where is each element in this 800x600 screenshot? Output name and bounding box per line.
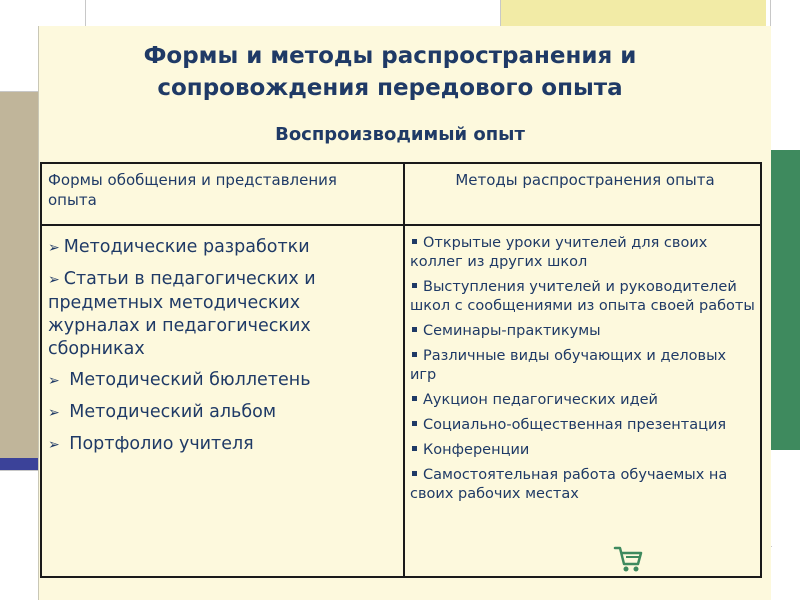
list-item [410, 466, 756, 504]
table-header-left: Формы обобщения и представления опыта [48, 171, 337, 209]
square-bullet-icon [412, 283, 417, 288]
list-item [48, 236, 393, 260]
frame-left-col-top [0, 26, 38, 92]
square-bullet-icon [412, 239, 417, 244]
list-item-label: Самостоятельная работа обучаемых на своих рабочих местах [410, 467, 728, 502]
list-item [48, 433, 393, 457]
table-header-right: Методы распространения опыта [455, 171, 715, 189]
square-bullet-icon [412, 471, 417, 476]
frame-tan-block [0, 92, 38, 458]
list-item-label: Социально-общественная презентация [423, 417, 727, 433]
slide-title: Формы и методы распространения и сопровождения передового опыта [143, 43, 637, 101]
list-item [410, 391, 756, 410]
list-item [410, 347, 756, 385]
methods-table [40, 162, 762, 578]
forms-list [48, 236, 393, 465]
list-item [48, 401, 393, 425]
square-bullet-icon [412, 327, 417, 332]
frame-navy-bar [0, 458, 40, 470]
list-item [410, 278, 756, 316]
slide-subtitle: Воспроизводимый опыт [275, 124, 525, 145]
square-bullet-icon [412, 421, 417, 426]
list-item [410, 234, 756, 272]
list-item-label: Конференции [423, 442, 530, 458]
list-item-label: Методический альбом [63, 402, 277, 422]
list-item [48, 268, 393, 361]
list-item [48, 369, 393, 393]
square-bullet-icon [412, 352, 417, 357]
list-item [410, 322, 756, 341]
methods-list [410, 234, 756, 510]
frame-right-col-top [770, 0, 800, 150]
table-header-divider [42, 224, 760, 226]
list-item-label: Выступления учителей и руководителей школ с сообщениями из опыта своей работы [410, 279, 755, 314]
frame-left-col-bottom [0, 470, 38, 600]
list-item-label: Статьи в педагогических и предметных методических журналах и педагогических сборниках [48, 269, 316, 359]
list-item-label: Портфолио учителя [63, 434, 254, 454]
list-item-label: Различные виды обучающих и деловых игр [410, 348, 727, 383]
frame-right-col-bottom [770, 450, 800, 600]
list-item-label: Аукцион педагогических идей [423, 392, 658, 408]
frame-green-block [770, 150, 800, 450]
arrow-bullet-icon: ➢ [48, 272, 60, 288]
cart-icon [612, 542, 644, 574]
list-item [410, 416, 756, 435]
list-item-label: Семинары-практикумы [423, 323, 601, 339]
arrow-bullet-icon: ➢ [48, 405, 60, 421]
frame-top-left-block [0, 0, 86, 26]
arrow-bullet-icon: ➢ [48, 240, 60, 256]
list-item [410, 441, 756, 460]
list-item-label: Открытые уроки учителей для своих коллег из других школ [410, 235, 708, 270]
square-bullet-icon [412, 396, 417, 401]
arrow-bullet-icon: ➢ [48, 373, 60, 389]
list-item-label: Методические разработки [63, 237, 310, 257]
list-item-label: Методический бюллетень [63, 370, 311, 390]
square-bullet-icon [412, 446, 417, 451]
arrow-bullet-icon: ➢ [48, 437, 60, 453]
